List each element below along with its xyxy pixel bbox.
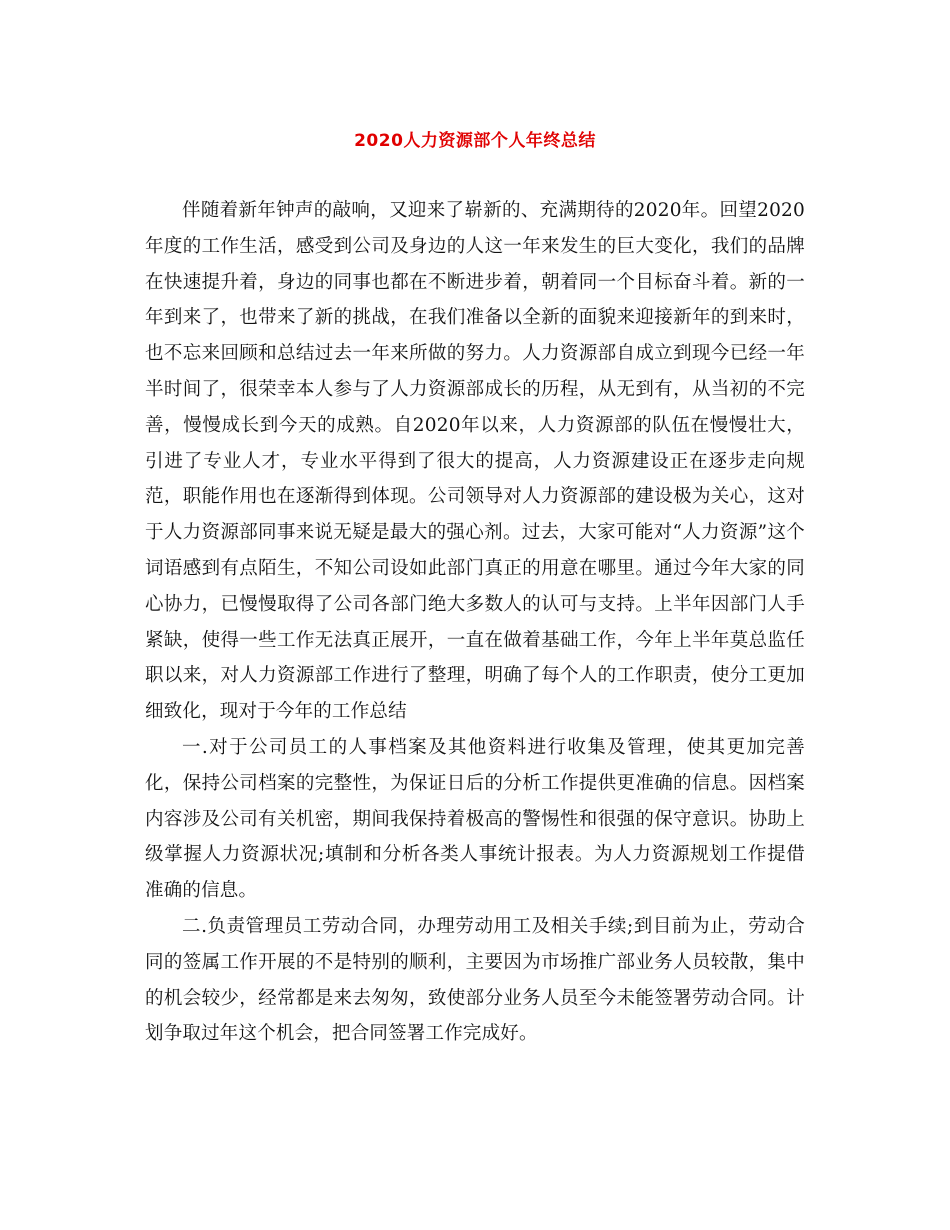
paragraph-intro: 伴随着新年钟声的敲响，又迎来了崭新的、充满期待的2020年。回望2020年度的工作生活，感受到公司及身边的人这一年来发生的巨大变化，我们的品牌在快速提升着，身边的同事也都在不断进步着，朝着同一个目标奋斗着。新的一年到来了，也带来了新的挑战，在我们准备以全新的面貌来迎接新年的到来时，也不忘来回顾和总结过去一年来所做的努力。人力资源部自成立到现今已经一年半时间了，很荣幸本人参与了人力资源部成长的历程，从无到有，从当初的不完善，慢慢成长到今天的成熟。自2020年以来，人力资源部的队伍在慢慢壮大，引进了专业人才，专业水平得到了很大的提高，人力资源建设正在逐步走向规范，职能作用也在逐渐得到体现。公司领导对人力资源部的建设极为关心，这对于人力资源部同事来说无疑是最大的强心剂。过去，大家可能对“人力资源”这个词语感到有点陌生，不知公司设如此部门真正的用意在哪里。通过今年大家的同心协力，已慢慢取得了公司各部门绝大多数人的认可与支持。上半年因部门人手紧缺，使得一些工作无法真正展开，一直在做着基础工作，今年上半年莫总监任职以来，对人力资源部工作进行了整理，明确了每个人的工作职责，使分工更加细致化，现对于今年的工作总结 [145, 200, 805, 723]
paragraph-item-1: 一.对于公司员工的人事档案及其他资料进行收集及管理，使其更加完善化，保持公司档案的完整性，为保证日后的分析工作提供更准确的信息。因档案内容涉及公司有关机密，期间我保持着极高的警惕性和很强的保守意识。协助上级掌握人力资源状况;填制和分析各类人事统计报表。为人力资源规划工作提借准确的信息。 [145, 736, 805, 902]
document-title: 2020人力资源部个人年终总结 [354, 131, 596, 151]
paragraph-item-2: 二.负责管理员工劳动合同，办理劳动用工及相关手续;到目前为止，劳动合同的签属工作开展的不是特别的顺利，主要因为市场推广部业务人员较散，集中的机会较少，经常都是来去匆匆，致使部分业务人员至今未能签署劳动合同。计划争取过年这个机会，把合同签署工作完成好。 [145, 915, 805, 1045]
document-body [145, 193, 805, 1052]
